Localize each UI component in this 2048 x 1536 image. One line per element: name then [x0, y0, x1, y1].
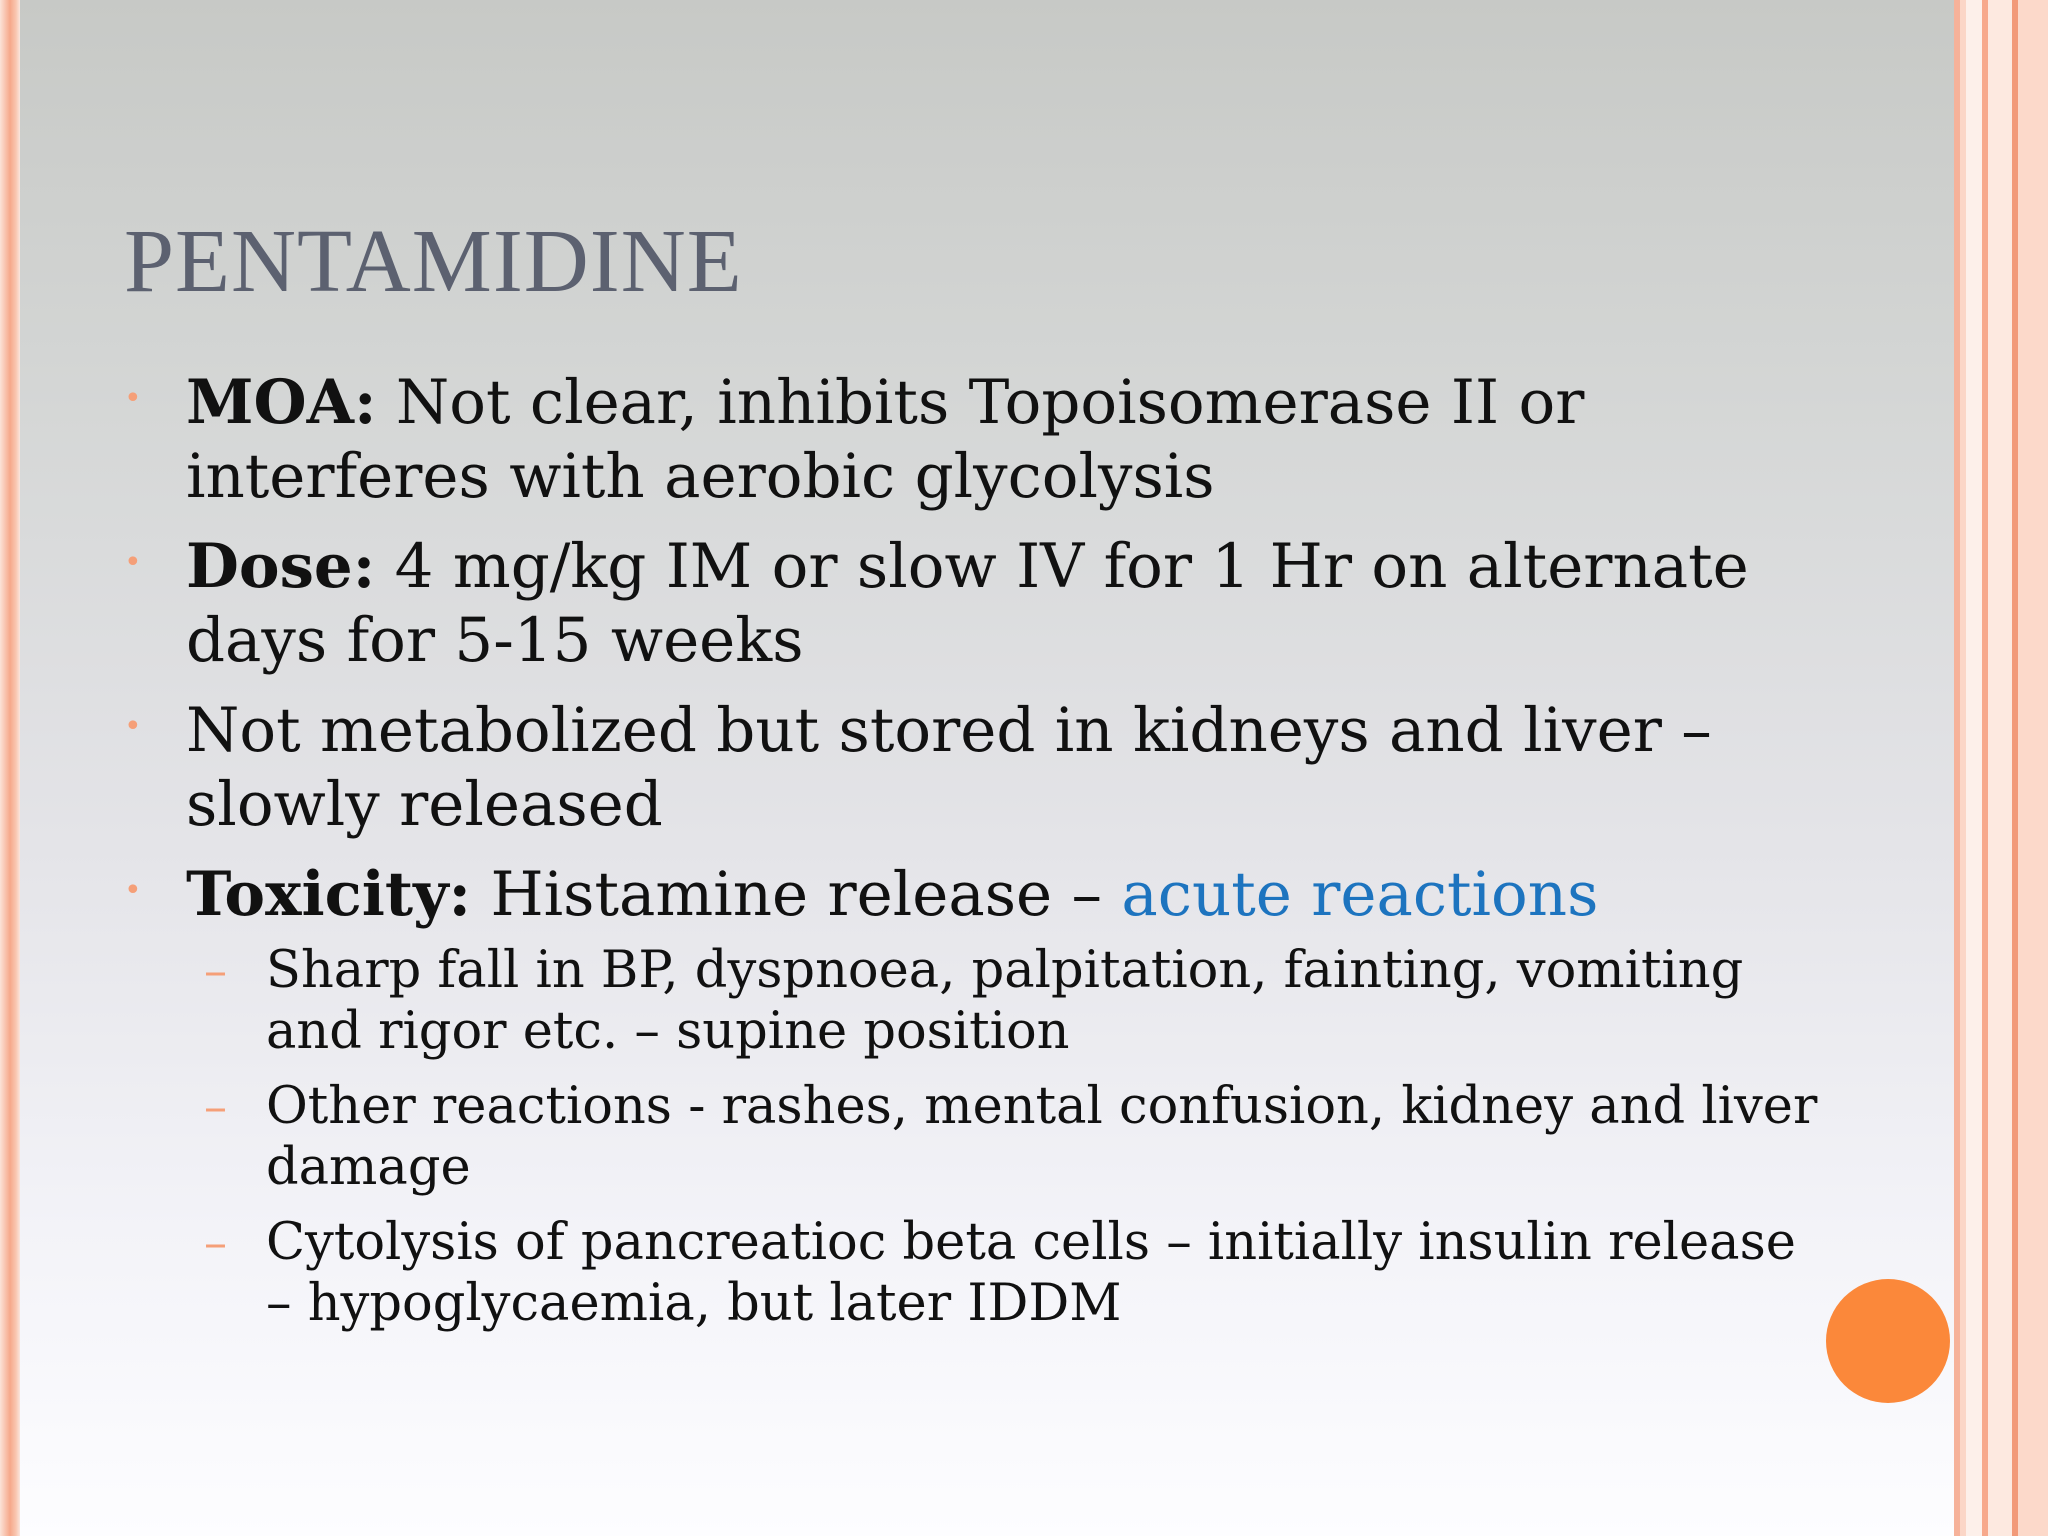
- bullet-text: Not clear, inhibits Topoisomerase II or interferes with aerobic glycolysis: [186, 367, 1585, 512]
- right-decorative-stripe: [1966, 0, 1982, 1536]
- sub-bullet-marker: –: [204, 943, 227, 997]
- bullet-metabolism: [124, 694, 1824, 842]
- left-decorative-border: [0, 0, 20, 1536]
- right-decorative-stripe: [1988, 0, 2012, 1536]
- bullet-label: Toxicity:: [186, 859, 472, 930]
- bullet-text: Histamine release –: [471, 859, 1122, 930]
- slide-title: PENTAMIDINE: [124, 212, 743, 311]
- bullet-label: MOA:: [186, 367, 377, 438]
- bullet-toxicity: [124, 858, 1824, 932]
- bullet-moa: [124, 366, 1824, 514]
- sub-bullet-marker: –: [204, 1079, 227, 1133]
- sub-bullet-acute-reactions: [124, 940, 1824, 1062]
- bullet-dose: [124, 530, 1824, 678]
- sub-bullet-other-reactions: [124, 1076, 1824, 1198]
- sub-bullet-text: Sharp fall in BP, dyspnoea, palpitation, fainting, vomiting and rigor etc. – supine position: [266, 941, 1744, 1061]
- bullet-text: 4 mg/kg IM or slow IV for 1 Hr on alternate days for 5-15 weeks: [186, 531, 1749, 676]
- bullet-marker: •: [124, 381, 142, 416]
- bullet-label: Dose:: [186, 531, 376, 602]
- slide-content: [124, 366, 1824, 1348]
- right-decorative-stripe: [2018, 0, 2048, 1536]
- sub-bullet-text: Cytolysis of pancreatioc beta cells – initially insulin release – hypoglycaemia, but later IDDM: [266, 1213, 1796, 1333]
- decorative-orange-circle: [1826, 1279, 1950, 1403]
- sub-bullet-text: Other reactions - rashes, mental confusion, kidney and liver damage: [266, 1077, 1818, 1197]
- bullet-marker: •: [124, 545, 142, 580]
- sub-bullet-marker: –: [204, 1215, 227, 1269]
- bullet-marker: •: [124, 709, 142, 744]
- sub-bullet-cytolysis: [124, 1212, 1824, 1334]
- bullet-text: Not metabolized but stored in kidneys and liver – slowly released: [186, 695, 1712, 840]
- bullet-marker: •: [124, 873, 142, 908]
- bullet-highlight-text: acute reactions: [1121, 859, 1599, 930]
